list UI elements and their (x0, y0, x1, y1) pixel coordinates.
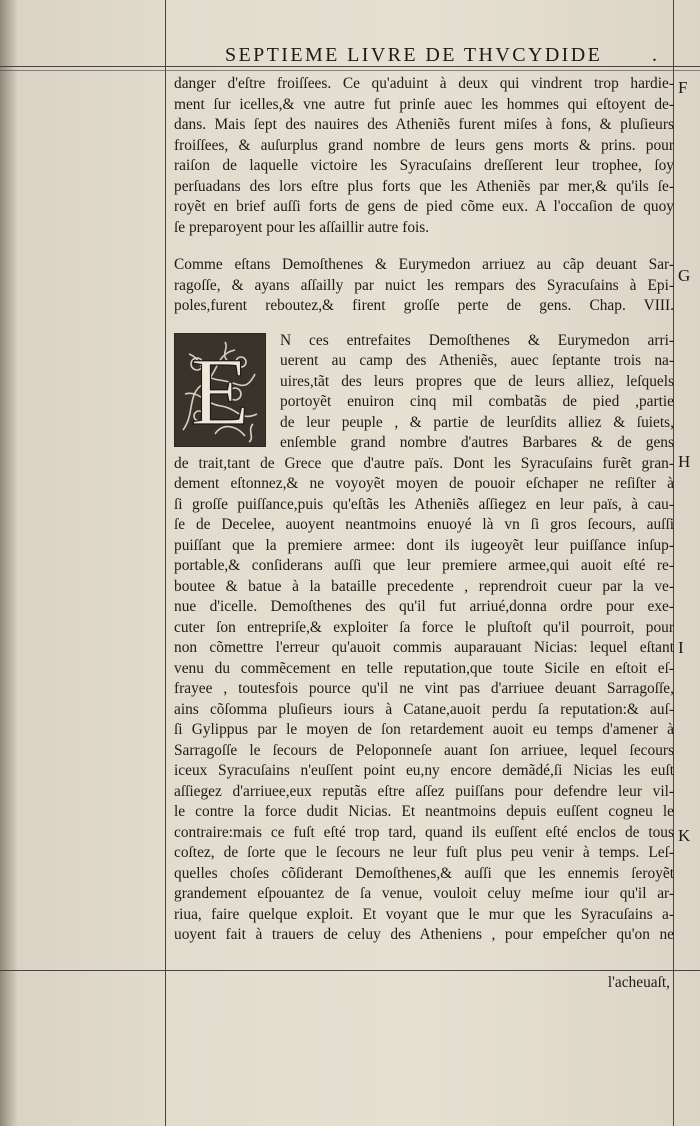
text-line: portable,& conſiderans auſſi que leur premiere armee,qui auoit eſté re- (174, 557, 674, 574)
text-line: de trait,tant de Grece que d'autre païs. Dont les Syracuſains furẽt gran- (174, 454, 674, 472)
text-line: grandement eſpouantez de ſa venue, vouloit celuy meſme iour qu'il ar- (174, 885, 674, 902)
text-line: quelles choſes cõſiderant Demoſthenes,& auſſi que les ennemis ſeroyẽt (174, 864, 674, 882)
paragraph-continued (174, 74, 674, 238)
text-line: coſtez, de ſorte que le ſecours ne leur fuſt plus peu venir à temps. Leſ- (174, 844, 674, 861)
margin-letter-f: F (678, 78, 688, 97)
text-line: contraire:mais ce fuſt eſté trop tard, quand ils euſſent eſté enclos de tous (174, 823, 674, 841)
text-line: frayee , toutesfois pource qu'il ne vint pas d'arriuee deuant Sarragoſſe, (174, 680, 674, 697)
text-line: dans. Mais ſept des nauires des Atheniẽs furent miſes à fons, & pluſieurs (174, 116, 674, 133)
text-line: puiſſant que la premiere armee: dont ils iugeoyẽt leur puiſſance inſup- (174, 536, 674, 554)
text-line: perſuadans des lors eſtre plus forts que les Atheniẽs par mer,& qu'ils ſe- (174, 177, 674, 195)
text-line: ſe de Decelee, auoyent neantmoins enuoyé là vn ſi gros ſecours, auſſi (174, 516, 674, 533)
chapter-body (174, 331, 674, 946)
text-line: venu du commẽcement en telle reputation,que toute Sicile en eſtoit eſ- (174, 659, 674, 677)
dropcap-letter: E (190, 337, 250, 445)
margin-letter-g: G (678, 266, 691, 285)
text-line: raiſon de laquelle victoire les Syracuſains dreſſerent leur trophee, ſoy (174, 157, 674, 174)
floral-ornament-icon (175, 334, 265, 446)
margin-letter-k: K (678, 826, 691, 845)
text-line: froiſſees, & auſurplus grand nombre de leurs gens morts & prins. pour (174, 136, 674, 154)
footer-rule (0, 970, 700, 971)
catchword: l'acheuaſt, (607, 974, 670, 991)
text-line: N ces entrefaites Demoſthenes & Eurymedon arri- (280, 331, 674, 349)
text-line: portoyẽt enuiron cinq mil combatãs de pied ,partie (280, 393, 674, 410)
text-line: uerent au camp des Atheniẽs, auec ſeptante trois na- (280, 352, 674, 369)
text-line: iceux Syracuſains n'euſſent point eu,ny encore demãdé,ſi Nicias les euſt (174, 762, 674, 779)
summary-line: ragoſſe, & ayans aſſailly par nuict les rempars des Syracuſains à Epi- (174, 276, 674, 294)
text-line: ains cõſomma pluſieurs iours à Catane,auoit perdu ſa reputation:& auſ- (174, 700, 674, 718)
summary-line: poles,furent reboutez,& firent groſſe perte de gens. Chap. VIII. (174, 297, 674, 314)
text-line: ſi Gylippus par le moyen de ſon retardement auoit eu temps d'amener à (174, 721, 674, 738)
margin-letter-i: I (678, 638, 684, 657)
text-line: uires,tãt des leurs propres que de leurs alliez, leſquels (280, 372, 674, 390)
text-line: cuter ſon entrepriſe,& exploiter ſa force le pluſtoſt qu'il pourroit, pour (174, 618, 674, 636)
decorated-initial (174, 333, 266, 447)
text-line: uoyent fait à trauers de celuy des Atheniens , pour empeſcher qu'on ne (174, 926, 674, 943)
margin-letter-h: H (678, 452, 691, 471)
main-text (174, 74, 674, 946)
text-line: danger d'eſtre froiſſees. Ce qu'aduint à deux qui vindrent trop hardie- (174, 75, 674, 92)
summary-line: Comme eſtans Demoſthenes & Eurymedon arriuez au cãp deuant Sar- (174, 256, 674, 273)
text-line: royẽt en brief auſſi forts de gens de pied cõme eux. A l'occaſion de quoy (174, 198, 674, 215)
text-line: ſi groſſe puiſſance,puis qu'eſtãs les Atheniẽs aſſiegez en leur païs, à cau- (174, 495, 674, 513)
folio-mark: . (652, 44, 657, 66)
text-line: de leur peuple , & partie de leurſdits alliez & ſuiets, (280, 413, 674, 431)
text-line: ſe preparoyent pour les aſſaillir autre fois. (174, 218, 430, 236)
text-line: boutee & batue à la bataille precedente , reprendroit cueur par la ve- (174, 577, 674, 595)
chapter-summary (174, 255, 674, 317)
text-line: non cõmettre l'erreur qu'auoit commis auparauant Nicias: lequel eſtant (174, 639, 674, 656)
left-margin-rule (165, 0, 166, 1126)
binding-shadow (0, 0, 18, 1126)
text-line: Sarragoſſe le ſecours de Peloponneſe auant ſon arriuee, lequel ſecours (174, 741, 674, 759)
text-line: aſſiegez d'arriuee,eux reputãs eſtre aſſez puiſſans pour defendre leur vil- (174, 782, 674, 800)
text-line: enſemble grand nombre d'autres Barbares & de gens (280, 434, 674, 451)
header-rule-secondary (0, 70, 700, 71)
text-line: riua, faire quelque exploit. Et voyant que le mur que les Syracuſains a- (174, 905, 674, 923)
text-line: le contre la force dudit Nicias. Et neantmoins depuis euſſent cogneu le (174, 803, 674, 820)
text-line: ment ſur icelles,& vne autre fut prinſe auec les hommes qui eſtoyent de- (174, 95, 674, 113)
text-line: nue d'icelle. Demoſthenes des qu'il fut arriué,donna ordre pour exe- (174, 598, 674, 615)
text-line: dement eſtonnez,& ne voyoyẽt moyen de pouoir eſchaper ne reſiſter à (174, 475, 674, 492)
running-head: SEPTIEME LIVRE DE THVCYDIDE (225, 44, 603, 66)
